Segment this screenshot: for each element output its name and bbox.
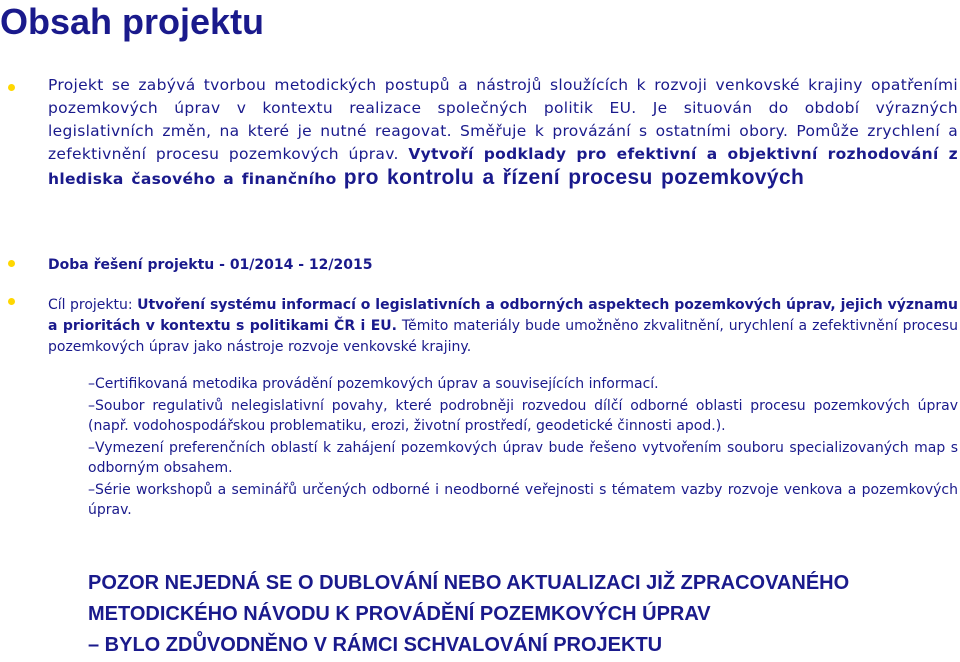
bullet-marker xyxy=(8,260,15,267)
warning-note xyxy=(88,568,958,661)
project-goal-text: Těmito materiály bude umožněno zkvalitnění, urychlení a zefektivnění procesu pozemkových úprav jako nástroje rozvoje venkovské krajiny. xyxy=(48,318,958,355)
outputs-list xyxy=(88,374,958,521)
bullet-marker xyxy=(8,84,15,91)
page-title: Obsah projektu xyxy=(0,1,265,42)
warning-line-2: METODICKÉHO NÁVODU K PROVÁDĚNÍ POZEMKOVÝCH ÚPRAV xyxy=(88,603,711,625)
project-goal-label: Cíl projektu: xyxy=(48,297,138,313)
warning-line-3: – BYLO ZDŮVODNĚNO V RÁMCI SCHVALOVÁNÍ PROJEKTU xyxy=(88,634,663,656)
project-goal-bold: Utvoření systému informací o legislativních a odborných aspektech pozemkových úprav, jejich významu a prioritách v kontextu s politikami ČR i EU. xyxy=(48,297,958,334)
list-item: –Soubor regulativů nelegislativní povahy, které podrobněji rozvedou dílčí odborné oblasti procesu pozemkových úprav (např. vodohospodářskou problematiku, erozi, životní prostředí, geodetické činnosti apod.). xyxy=(88,397,958,434)
project-description-text: Projekt se zabývá tvorbou metodických postupů a nástrojů sloužících k rozvoji venkovské krajiny opatřeními pozemkových úprav v kontextu realizace společných politik EU. Je situován do období výrazných legislativních změn, na které je nutné reagovat. Směřuje k provázání s ostatními obory. Pomůže zrychlení a zefektivnění procesu pozemkových úprav. xyxy=(48,76,958,163)
list-item: –Certifikovaná metodika provádění pozemkových úprav a souvisejících informací. xyxy=(88,376,659,392)
list-item: –Vymezení preferenčních oblastí k zahájení pozemkových úprav bude řešeno vytvořením souboru specializovaných map s odborným obsahem. xyxy=(88,439,958,476)
project-description-bold: Vytvoří podklady pro efektivní a objektivní rozhodování z hlediska časového a finančního xyxy=(48,145,958,188)
project-description xyxy=(48,74,958,191)
bullet-marker xyxy=(8,298,15,305)
project-goal xyxy=(48,295,958,358)
warning-line-1: POZOR NEJEDNÁ SE O DUBLOVÁNÍ NEBO AKTUALIZACI JIŽ ZPRACOVANÉHO xyxy=(88,572,850,594)
project-duration: Doba řešení projektu - 01/2014 - 12/2015 xyxy=(48,257,373,273)
list-item: –Série workshopů a seminářů určených odborné i neodborné veřejnosti s tématem vazby rozvoje venkova a pozemkových úprav. xyxy=(88,481,958,518)
project-description-emphasis: pro kontrolu a řízení procesu pozemkových xyxy=(343,166,805,189)
